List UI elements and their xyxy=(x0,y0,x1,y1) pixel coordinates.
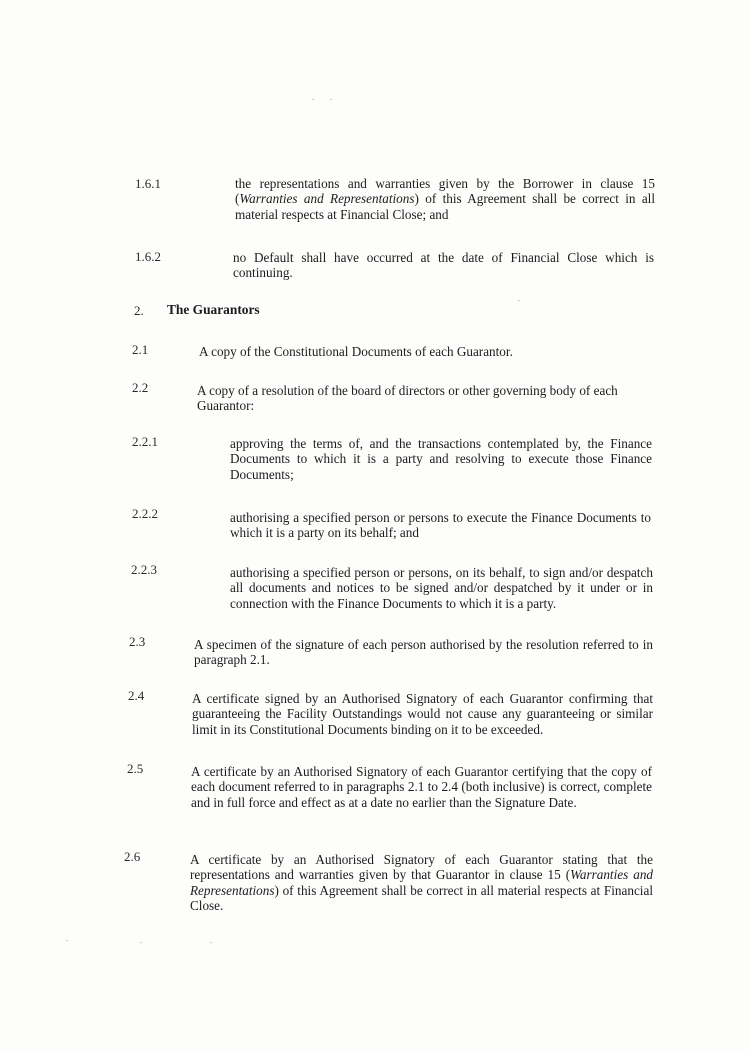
item-text: authorising a specified person or persons to execute the Finance Documents to which it is a party on its behalf; and xyxy=(230,510,651,541)
item-number: 2.3 xyxy=(129,634,146,649)
scan-speck xyxy=(312,99,314,100)
item-number: 2.6 xyxy=(124,849,141,864)
item-text-part: ) of this Agreement shall be correct in all material respects at Financial Close. xyxy=(190,882,653,914)
scan-speck xyxy=(518,300,520,301)
section-number: 2. xyxy=(134,303,144,318)
clause-number: 1.6.2 xyxy=(135,249,161,264)
item-text: authorising a specified person or persons, on its behalf, to sign and/or despatch all documents and notices to be signed and/or despatched by it under or in connection with the Finance Documents to which it is a party. xyxy=(230,565,653,611)
clause-number: 1.6.1 xyxy=(135,176,161,191)
item-reference-italic: Warranties and Representations xyxy=(190,867,654,898)
item-text: A certificate by an Authorised Signatory of each Guarantor certifying that the copy of each document referred to in paragraphs 2.1 to 2.4 (both inclusive) is correct, complete and in full force and effect as at a date no earlier than the Signature Date. xyxy=(191,764,652,810)
item-text: A specimen of the signature of each person authorised by the resolution referred to in paragraph 2.1. xyxy=(194,637,653,668)
item-text xyxy=(190,852,653,914)
item-text: A copy of the Constitutional Documents of each Guarantor. xyxy=(199,344,513,359)
item-number: 2.2.3 xyxy=(131,562,157,577)
clause-text xyxy=(235,176,655,222)
item-number: 2.4 xyxy=(128,688,145,703)
item-text: A certificate signed by an Authorised Signatory of each Guarantor confirming that guaranteeing the Facility Outstandings would not cause any guaranteeing or similar limit in its Constitutional Documents binding on it to be exceeded. xyxy=(192,691,653,737)
item-number: 2.5 xyxy=(127,761,144,776)
clause-reference-italic: Warranties and Representations xyxy=(239,191,415,207)
item-number: 2.2.2 xyxy=(132,506,158,521)
scan-speck xyxy=(140,942,142,943)
scan-speck xyxy=(330,99,332,100)
item-text: approving the terms of, and the transactions contemplated by, the Finance Documents to which it is a party and resolving to execute those Finance Documents; xyxy=(230,436,652,482)
item-number: 2.1 xyxy=(132,342,149,357)
item-text: A copy of a resolution of the board of directors or other governing body of each Guarantor: xyxy=(197,383,618,414)
clause-text-part: ) of this Agreement shall be correct in all material respects at Financial Close; and xyxy=(235,191,655,222)
clause-text: no Default shall have occurred at the date of Financial Close which is continuing. xyxy=(233,250,654,281)
item-number: 2.2.1 xyxy=(132,434,158,449)
item-number: 2.2 xyxy=(132,380,149,395)
clause-text-part: the representations and warranties given by the Borrower in clause 15 ( xyxy=(235,176,655,207)
section-title: The Guarantors xyxy=(167,302,260,317)
item-text-part: A certificate by an Authorised Signatory of each Guarantor stating that the representations and warranties given by that Guarantor in clause 15 ( xyxy=(190,852,653,883)
scan-speck xyxy=(66,940,68,941)
scan-speck xyxy=(210,942,212,943)
